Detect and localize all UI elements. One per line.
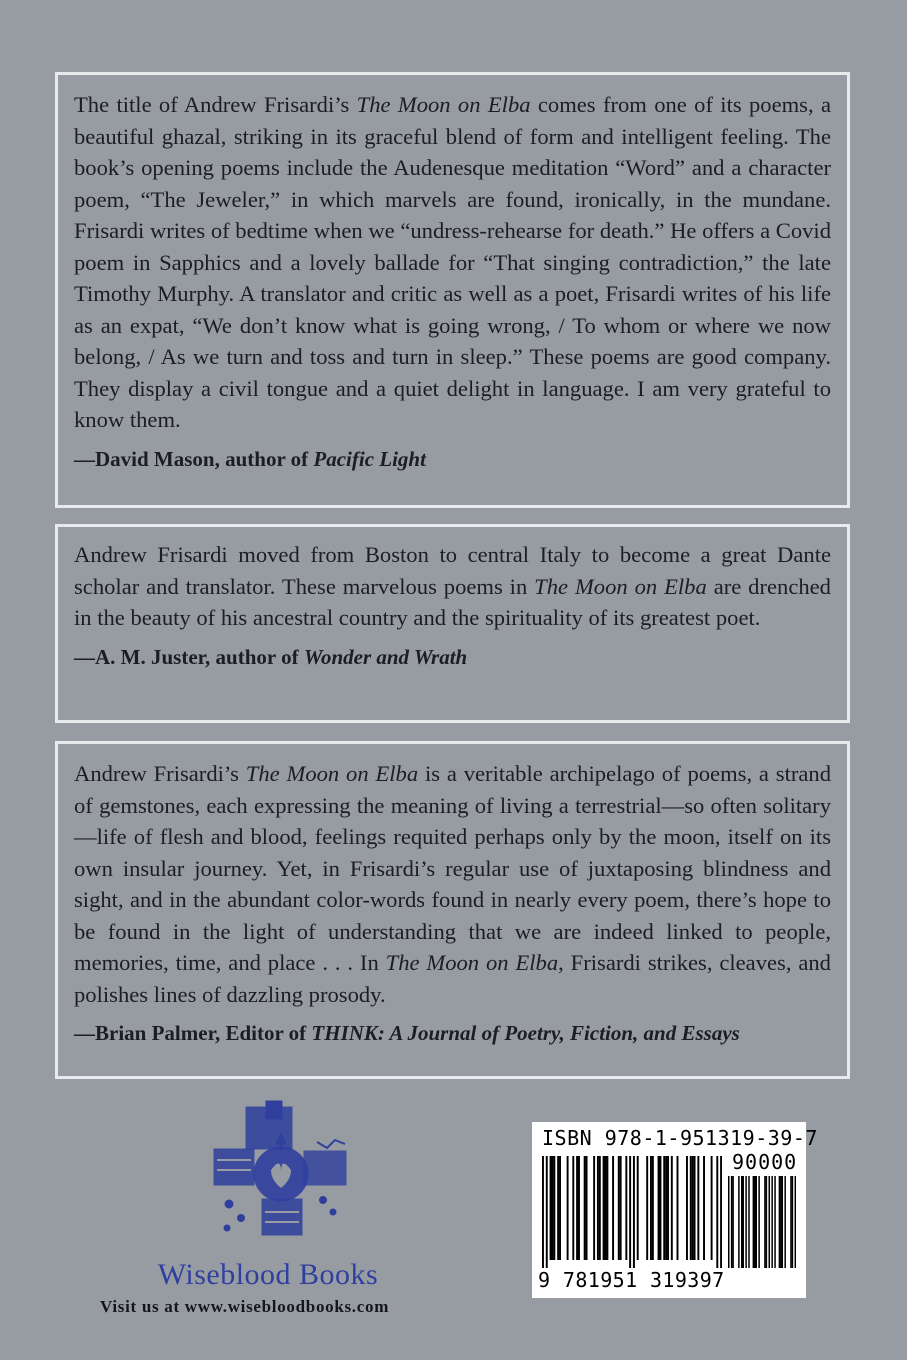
addon-bar: [754, 1176, 756, 1268]
barcode-bar: [576, 1156, 578, 1260]
barcode-bar: [646, 1156, 648, 1260]
barcode-bar: [542, 1156, 544, 1268]
addon-bar: [732, 1176, 734, 1268]
blurb-segment: Andrew Frisardi moved from Boston to central Italy to become a great Dante scholar and translator. These marvelous poems in: [74, 542, 831, 599]
book-title: The Moon on Elba: [356, 92, 531, 117]
barcode-bar: [720, 1156, 722, 1268]
blurb-segment: are drenched in the beauty of his ancestral country and the spirituality of its greatest poet.: [74, 573, 831, 630]
blurb-attribution: [58, 1019, 847, 1047]
publisher-website[interactable]: Visit us at www.wisebloodbooks.com: [100, 1297, 390, 1316]
addon-bar: [755, 1176, 757, 1268]
barcode-bar: [665, 1156, 667, 1260]
barcode-bar: [652, 1156, 654, 1260]
barcode-bar: [629, 1156, 631, 1268]
barcode-bar: [546, 1156, 548, 1268]
barcode-bar: [551, 1156, 553, 1260]
barcode-bar: [572, 1156, 574, 1260]
addon-bar: [792, 1176, 794, 1268]
blurb-attribution: [58, 643, 847, 671]
barcode-bar: [557, 1156, 559, 1260]
addon-bar: [774, 1176, 776, 1268]
barcode-bar: [692, 1156, 694, 1260]
barcode-bar: [599, 1156, 601, 1260]
addon-bar: [741, 1176, 743, 1268]
barcode-bar: [584, 1156, 586, 1260]
blurb-text: [58, 89, 847, 436]
blurb-attribution: [58, 445, 847, 473]
addon-bar: [731, 1176, 733, 1268]
barcode-bar: [633, 1156, 635, 1268]
attribution-author: —Brian Palmer, Editor of: [74, 1021, 312, 1045]
blurb-box: [55, 741, 850, 1079]
barcode-bar: [671, 1156, 673, 1260]
barcode-bar: [663, 1156, 665, 1260]
addon-bar: [780, 1176, 782, 1268]
blurb-text: [58, 758, 847, 1010]
blurb-segment: The title of Andrew Frisardi’s: [74, 92, 357, 117]
barcode-bar: [553, 1156, 555, 1260]
barcode-bar: [606, 1156, 608, 1260]
barcode-bar: [586, 1156, 588, 1260]
barcode-bar: [667, 1156, 669, 1260]
addon-bar: [795, 1176, 796, 1268]
barcode-bar: [618, 1156, 620, 1260]
addon-bar: [738, 1176, 740, 1268]
addon-bar: [753, 1176, 755, 1268]
isbn-barcode: [532, 1122, 818, 1298]
barcode-bar: [694, 1156, 696, 1260]
barcode-bar: [690, 1156, 692, 1260]
addon-bar: [790, 1176, 792, 1268]
isbn-label: ISBN 978-1-951319-39-7: [542, 1126, 818, 1150]
barcode-bar: [559, 1156, 561, 1260]
publisher-name: Wiseblood Books: [157, 1258, 379, 1291]
barcode-bar: [625, 1156, 627, 1260]
blurb-box: [55, 72, 850, 508]
blurb-segment: comes from one of its poems, a beautiful ghazal, striking in its graceful blend of form and intelligent feeling. The book’s opening poems include the Audenesque meditation “Word” and a character poem, “The Jeweler,” in which marvels are found, ironically, in the mundane. Frisardi writes of bedtime when we “undress-rehearse for death.” He offers a Covid poem in Sapphics and a lovely ballade for “That singing contradiction,” the late Timothy Murphy. A translator and critic as well as a poet, Frisardi writes of his life as an expat, “We don’t know what is going wrong, / To whom or where we now belong, / As we turn and toss and turn in sleep.” These poems are good company. They display a civil tongue and a quiet delight in language. I am very grateful to know them.: [74, 92, 831, 432]
ean-number: 9 781951 319397: [538, 1268, 725, 1292]
publisher-logo-icon: [205, 1100, 365, 1255]
barcode-bar: [637, 1156, 639, 1260]
addon-bar: [742, 1176, 744, 1268]
barcode-bar: [612, 1156, 614, 1260]
barcode-bar: [677, 1156, 679, 1260]
barcode-bar: [658, 1156, 660, 1260]
blurb-text: [58, 539, 847, 634]
addon-bar: [728, 1176, 730, 1268]
addon-bar: [782, 1176, 784, 1268]
barcode-bar: [603, 1156, 605, 1260]
barcode-bar: [697, 1156, 699, 1260]
ean-barcode-bars: [542, 1156, 722, 1268]
addon-bar: [758, 1176, 760, 1268]
addon-bar: [771, 1176, 773, 1268]
attribution-author: —A. M. Juster, author of: [74, 644, 304, 669]
blurb-segment: is a veritable archipelago of poems, a strand of gemstones, each expressing the meaning of living a terrestrial—so often solitary—life of flesh and blood, feelings requited perhaps only by the moon, itself on its own insular journey. Yet, in Frisardi’s regular use of juxtaposing blindness and sight, and in the abundant color-words found in nearly every poem, there’s hope to be found in the light of understanding that we are indeed linked to people, memories, time, and place . . . In: [74, 761, 831, 975]
attribution-work: Pacific Light: [313, 446, 426, 471]
barcode-bar: [659, 1156, 661, 1260]
blurb-segment: , Frisardi strikes, cleaves, and polishes lines of dazzling prosody.: [74, 950, 831, 1007]
barcode-bar: [567, 1156, 569, 1260]
addon-bar: [784, 1176, 786, 1268]
book-title: The Moon on Elba: [385, 950, 559, 975]
barcode-bar: [703, 1156, 705, 1260]
book-title: The Moon on Elba: [245, 761, 419, 786]
barcode-bar: [650, 1156, 652, 1260]
barcode-bar: [716, 1156, 718, 1268]
barcode-bar: [620, 1156, 622, 1260]
book-title: The Moon on Elba: [534, 573, 707, 599]
barcode-bar: [597, 1156, 599, 1260]
blurb-segment: Andrew Frisardi’s: [74, 761, 246, 786]
barcode-bar: [550, 1156, 552, 1260]
addon-bar: [779, 1176, 781, 1268]
addon-bar: [745, 1176, 747, 1268]
attribution-work: THINK: A Journal of Poetry, Fiction, and Essays: [311, 1021, 740, 1045]
addon-barcode-bars: [728, 1176, 796, 1268]
addon-bar: [769, 1176, 771, 1268]
barcode-bar: [686, 1156, 688, 1260]
barcode-bar: [711, 1156, 713, 1260]
barcode-bar: [605, 1156, 607, 1260]
attribution-author: —David Mason, author of: [74, 446, 314, 471]
addon-bar: [748, 1176, 750, 1268]
addon-bar: [766, 1176, 768, 1268]
addon-bar: [764, 1176, 766, 1268]
barcode-bar: [578, 1156, 580, 1260]
price-code: 90000: [732, 1150, 798, 1174]
barcode-bar: [593, 1156, 595, 1260]
blurb-box: [55, 524, 850, 723]
attribution-work: Wonder and Wrath: [303, 644, 468, 669]
